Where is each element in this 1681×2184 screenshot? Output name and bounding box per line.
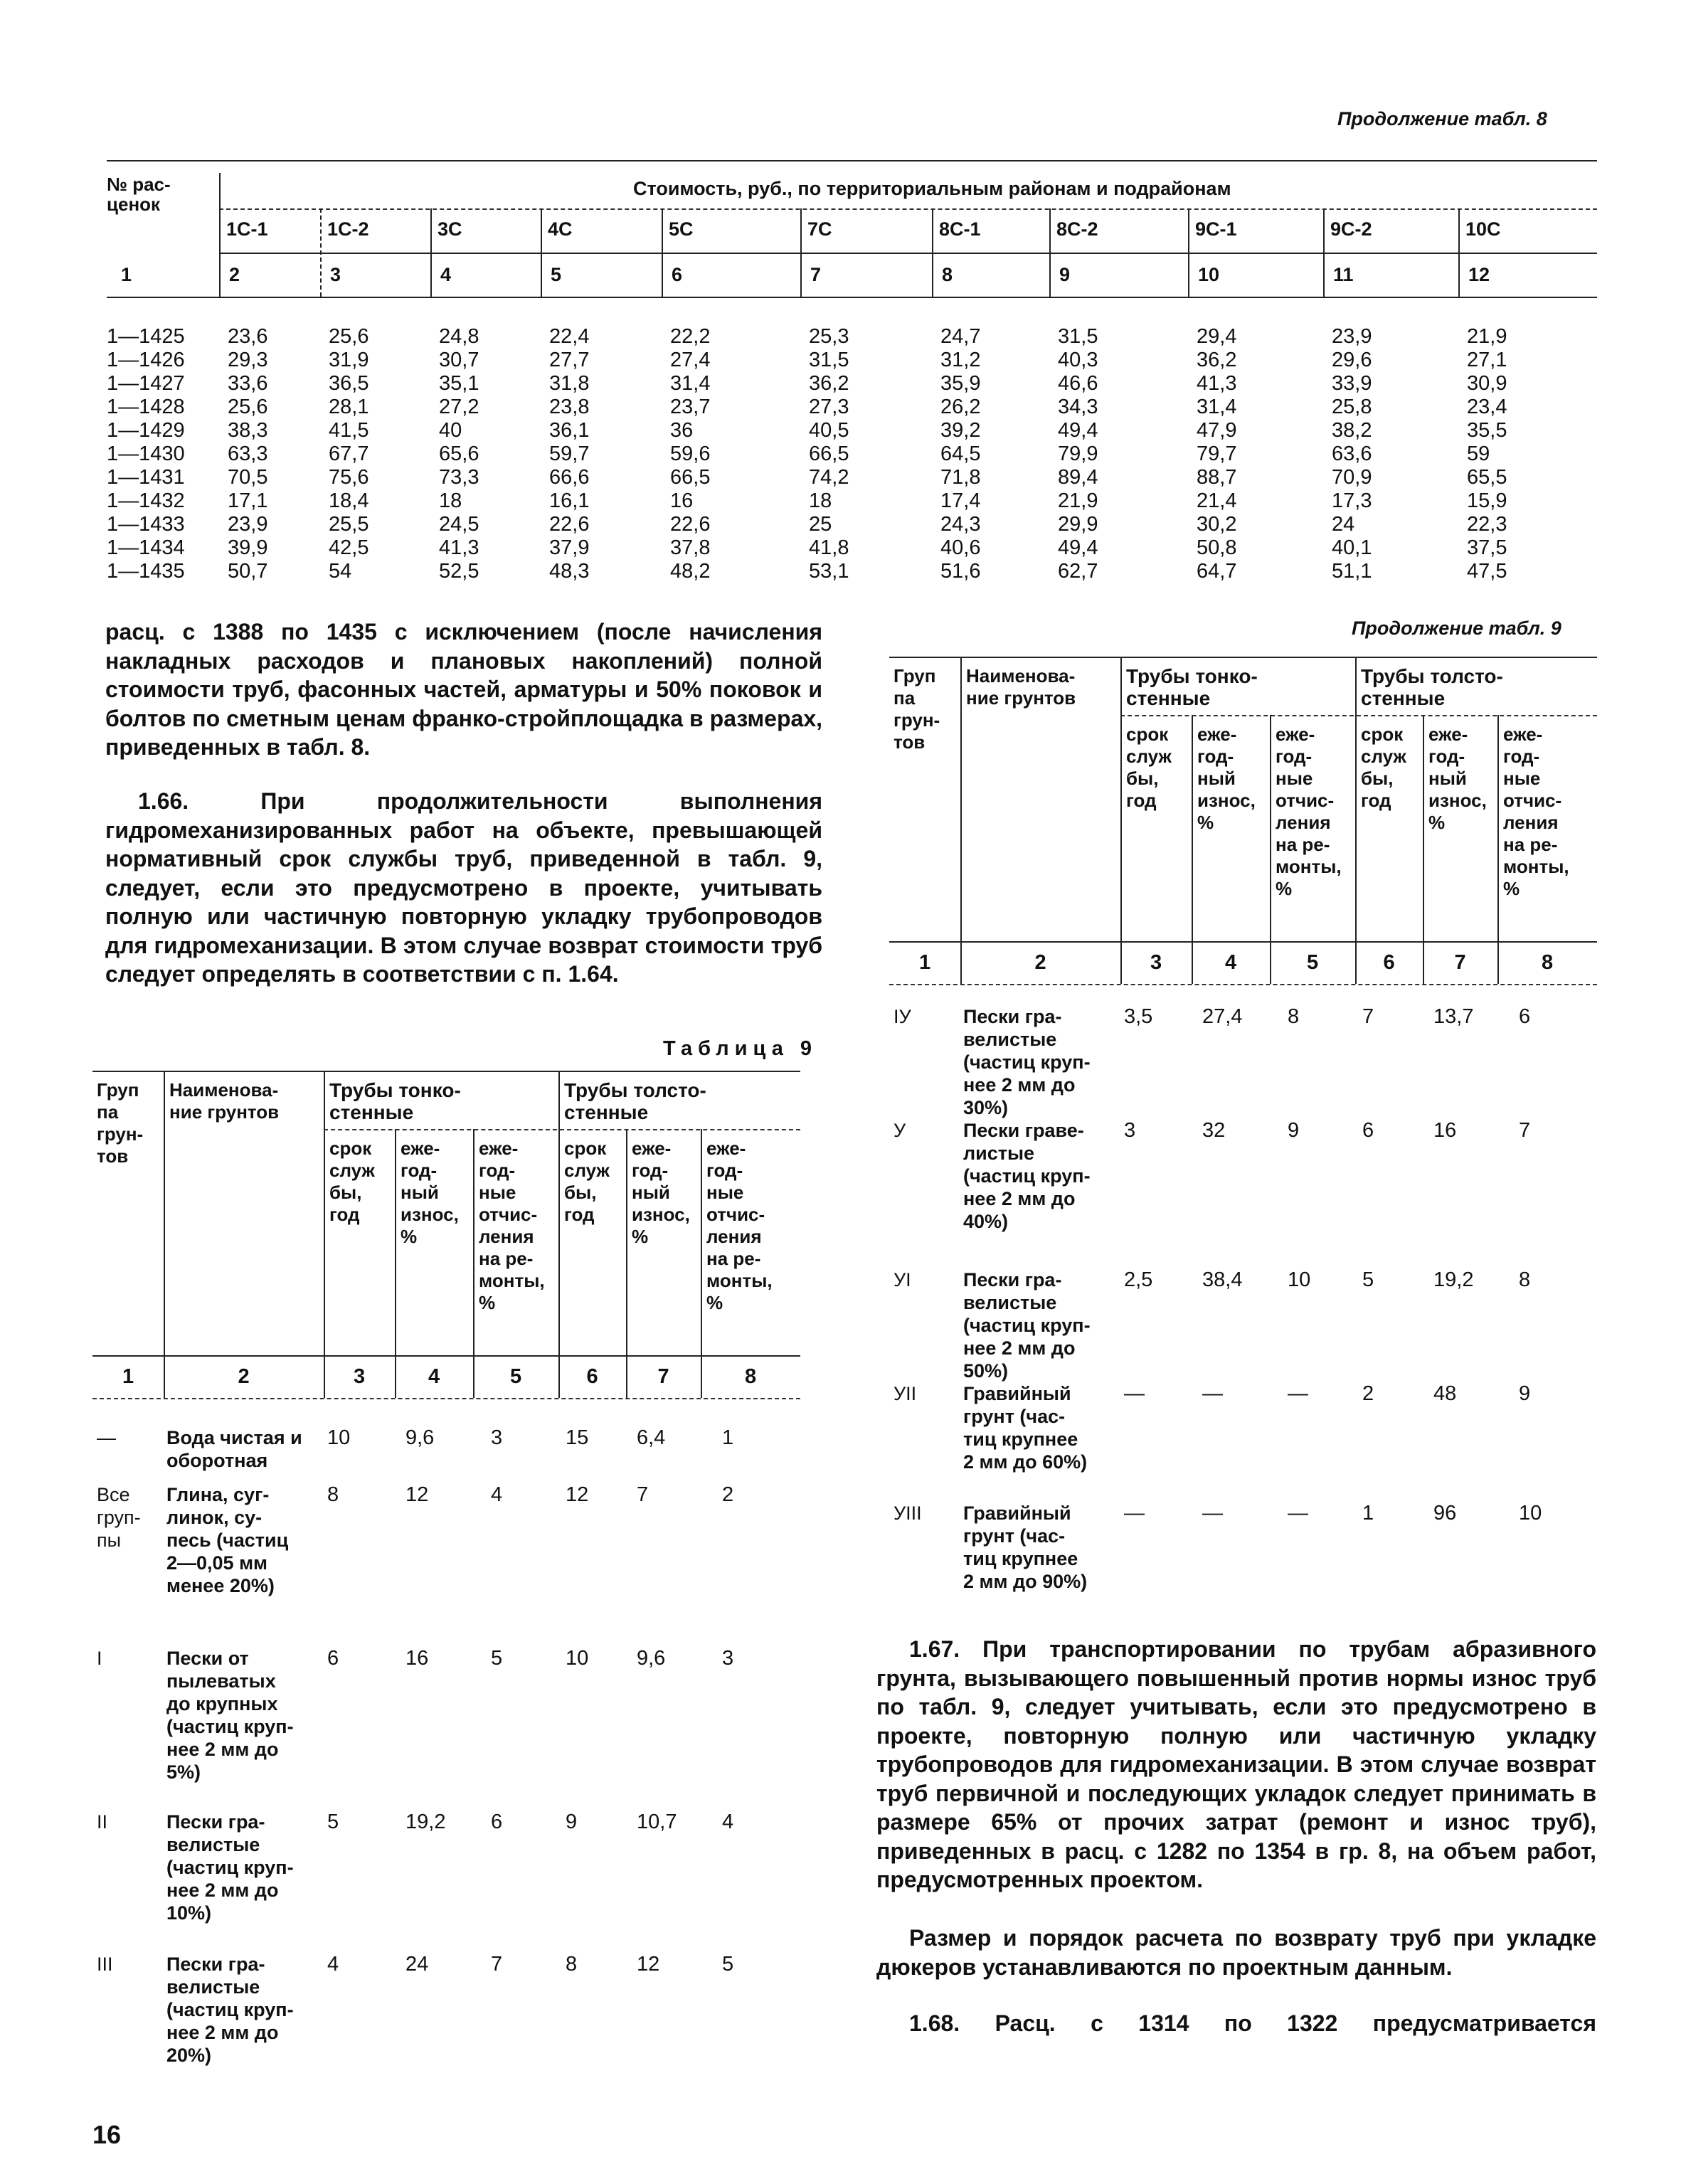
table9-header-group: Груп па грун- тов [893, 665, 940, 753]
table8-region-header: 8С-1 [939, 218, 981, 240]
table8-cell: 41,3 [439, 536, 479, 559]
table8-rate-code: 1—1428 [107, 396, 185, 418]
table8-rate-code: 1—1427 [107, 372, 185, 395]
table8-rate-code: 1—1426 [107, 349, 185, 371]
table9-header-group: Груп па грун- тов [97, 1079, 144, 1167]
table8-cell: 22,6 [670, 513, 711, 536]
table8-cell: 25,6 [329, 325, 369, 348]
table8-cell: 50,8 [1197, 536, 1237, 559]
table9-cell: 8 [1288, 1005, 1300, 1028]
table9-cell: 3 [1124, 1119, 1136, 1142]
table8-cell: 31,5 [809, 349, 849, 371]
table9-header-life: срок служ бы, год [329, 1138, 375, 1225]
paragraph-1-67-number: 1.67. [909, 1636, 960, 1662]
table8-column-number: 7 [810, 264, 822, 285]
table8-rate-code: 1—1434 [107, 536, 185, 559]
table8-cell: 36,1 [549, 419, 590, 442]
table8-continuation-label: Продолжение табл. 8 [1337, 108, 1547, 129]
table9-cell: 2 [1362, 1382, 1374, 1405]
table9-column-number: 7 [657, 1365, 669, 1388]
table8-region-header: 4С [548, 218, 573, 240]
table9-header-wear: еже- год- ный износ, % [1428, 723, 1487, 833]
table8-cell: 36,2 [809, 372, 849, 395]
table8-cell: 41,3 [1197, 372, 1237, 395]
table8-cell: 37,8 [670, 536, 711, 559]
table8-region-header: 3С [438, 218, 462, 240]
table9-column-number: 1 [122, 1365, 134, 1388]
table8-cell: 74,2 [809, 466, 849, 489]
table8-cell: 59,7 [549, 442, 590, 465]
table8-column-number: 3 [330, 264, 341, 285]
table8-column-number: 10 [1198, 264, 1220, 285]
page-number: 16 [92, 2120, 122, 2149]
table9-row-name: Гравийный грунт (час- тиц крупнее 2 мм до 60%) [963, 1383, 1088, 1473]
table8-region-header: 1С-1 [226, 218, 268, 240]
table9-cell: 13,7 [1433, 1005, 1474, 1028]
table8-cell: 52,5 [439, 560, 479, 583]
table-9-continuation [889, 657, 1601, 1624]
table9-cell: 5 [491, 1647, 503, 1670]
table8-cell: 54 [329, 560, 352, 583]
table8-cell: 28,1 [329, 396, 369, 418]
table8-cell: 53,1 [809, 560, 849, 583]
table8-cell: 49,4 [1058, 536, 1098, 559]
table9-header-wear: еже- год- ный износ, % [401, 1138, 459, 1247]
table8-cell: 15,9 [1467, 489, 1507, 512]
table9-cell: 8 [566, 1953, 578, 1976]
table8-column-number: 12 [1468, 264, 1490, 285]
table9-column-number: 3 [354, 1365, 366, 1388]
table9-cell: — [1202, 1382, 1223, 1405]
table8-header-cost: Стоимость, руб., по территориальным районам и подрайонам [633, 178, 1231, 199]
table8-region-header: 7С [807, 218, 832, 240]
table8-cell: 67,7 [329, 442, 369, 465]
table8-cell: 51,6 [940, 560, 981, 583]
table8-cell: 37,9 [549, 536, 590, 559]
table8-cell: 48,3 [549, 560, 590, 583]
table9-column-number: 6 [586, 1365, 598, 1388]
table8-cell: 51,1 [1332, 560, 1372, 583]
table9-cell: — [1202, 1502, 1223, 1525]
table8-cell: 64,5 [940, 442, 981, 465]
table9-cell: 9 [1288, 1119, 1300, 1142]
table8-cell: 30,7 [439, 349, 479, 371]
table9-cell: — [1288, 1382, 1308, 1405]
table9-cell: 5 [722, 1953, 734, 1976]
table8-cell: 70,5 [228, 466, 268, 489]
table8-cell: 22,6 [549, 513, 590, 536]
table9-cell: 6,4 [637, 1426, 666, 1449]
table9-cell: 7 [637, 1483, 649, 1506]
table9-column-number: 3 [1150, 951, 1162, 974]
table9-cell: — [1288, 1502, 1308, 1525]
table8-cell: 27,7 [549, 349, 590, 371]
table9-column-number: 4 [428, 1365, 440, 1388]
table8-cell: 24,7 [940, 325, 981, 348]
table9-cell: 12 [405, 1483, 429, 1506]
table8-cell: 18,4 [329, 489, 369, 512]
table8-cell: 27,3 [809, 396, 849, 418]
table9-cell: 2 [722, 1483, 734, 1506]
table8-column-number: 1 [121, 264, 132, 285]
table8-region-header: 1С-2 [327, 218, 369, 240]
table9-cell: 6 [491, 1811, 503, 1833]
table9-cell: 6 [327, 1647, 339, 1670]
table9-cell: 19,2 [1433, 1268, 1474, 1291]
table8-cell: 59 [1467, 442, 1490, 465]
table8-cell: 46,6 [1058, 372, 1098, 395]
table8-region-header: 10С [1465, 218, 1501, 240]
table8-cell: 31,9 [329, 349, 369, 371]
table8-cell: 35,1 [439, 372, 479, 395]
table9-header-thin: Трубы тонко- стенные [1126, 665, 1258, 709]
table9-cell: 5 [1362, 1268, 1374, 1291]
table8-cell: 73,3 [439, 466, 479, 489]
table8-cell: 38,3 [228, 419, 268, 442]
table8-rate-code: 1—1429 [107, 419, 185, 442]
table8-cell: 24,3 [940, 513, 981, 536]
table9-cell: 15 [566, 1426, 589, 1449]
table9-continuation-label: Продолжение табл. 9 [1352, 617, 1561, 639]
table8-cell: 22,4 [549, 325, 590, 348]
table9-row-name: Пески гра- велистые (частиц круп- нее 2 мм до 50%) [963, 1269, 1091, 1382]
table8-cell: 23,8 [549, 396, 590, 418]
table8-region-header: 8С-2 [1056, 218, 1098, 240]
table9-column-number: 2 [238, 1365, 250, 1388]
table9-cell: 16 [1433, 1119, 1457, 1142]
table9-cell: — [1124, 1382, 1145, 1405]
table8-column-number: 2 [229, 264, 240, 285]
table8-cell: 30,2 [1197, 513, 1237, 536]
table8-rate-code: 1—1433 [107, 513, 185, 536]
table9-column-number: 8 [745, 1365, 757, 1388]
table9-cell: 2,5 [1124, 1268, 1153, 1291]
table9-cell: 4 [491, 1483, 503, 1506]
table8-cell: 48,2 [670, 560, 711, 583]
table9-row-group: IУ [893, 1006, 911, 1027]
table8-cell: 39,2 [940, 419, 981, 442]
table9-row-name: Пески гра- велистые (частиц круп- нее 2 мм до 10%) [166, 1811, 294, 1924]
table8-cell: 30,9 [1467, 372, 1507, 395]
table8-rate-code: 1—1430 [107, 442, 185, 465]
table8-cell: 24,5 [439, 513, 479, 536]
table9-cell: 38,4 [1202, 1268, 1243, 1291]
table9-cell: 10 [1288, 1268, 1311, 1291]
table9-header-life: срок служ бы, год [1361, 723, 1406, 811]
table8-cell: 29,6 [1332, 349, 1372, 371]
table8-cell: 36,5 [329, 372, 369, 395]
table9-cell: 3 [491, 1426, 503, 1449]
table8-cell: 47,5 [1467, 560, 1507, 583]
table9-cell: 24 [405, 1953, 429, 1976]
table8-cell: 71,8 [940, 466, 981, 489]
table9-cell: 96 [1433, 1502, 1457, 1525]
table9-header-wear: еже- год- ный износ, % [1197, 723, 1256, 833]
table8-cell: 65,5 [1467, 466, 1507, 489]
table8-region-header: 5С [669, 218, 694, 240]
table9-column-number: 4 [1225, 951, 1237, 974]
table9-header-life: срок служ бы, год [564, 1138, 610, 1225]
table8-cell: 22,3 [1467, 513, 1507, 536]
table9-column-number: 2 [1034, 951, 1046, 974]
table9-column-number: 7 [1454, 951, 1466, 974]
table9-header-repair: еже- год- ные отчис- ления на ре- монты, % [1276, 723, 1342, 899]
paragraph-1-68-number: 1.68. [909, 2010, 960, 2036]
paragraph-1388-1435: расц. с 1388 по 1435 с исключением (после начисления накладных расходов и плановых накоплений) полной стоимости труб, фасонных частей, арматуры и 50% поковок и болтов по сметным ценам франко-стройплощадка в размерах, приведенных в табл. 8. [105, 619, 822, 760]
table8-cell: 16,1 [549, 489, 590, 512]
table8-cell: 70,9 [1332, 466, 1372, 489]
table9-row-name: Пески граве- листые (частиц круп- нее 2 мм до 40%) [963, 1120, 1091, 1232]
table8-cell: 25,6 [228, 396, 268, 418]
paragraph-1-66-number: 1.66. [138, 788, 189, 814]
table9-row-name: Вода чистая и оборотная [166, 1427, 302, 1471]
table9-header-name: Наименова- ние грунтов [966, 665, 1076, 709]
table8-cell: 25,5 [329, 513, 369, 536]
table8-cell: 21,4 [1197, 489, 1237, 512]
table8-region-header: 9С-2 [1330, 218, 1372, 240]
table9-cell: 6 [1362, 1119, 1374, 1142]
table9-cell: 10 [327, 1426, 351, 1449]
table8-column-number: 5 [551, 264, 562, 285]
table8-cell: 37,5 [1467, 536, 1507, 559]
paragraph-1-66 [105, 787, 822, 989]
table9-cell: 9 [1519, 1382, 1531, 1405]
table8-column-number: 6 [672, 264, 683, 285]
paragraph-1-68 [876, 2009, 1596, 2038]
paragraph-1-68-text: Расц. с 1314 по 1322 предусматривается [995, 2010, 1597, 2036]
table8-cell: 34,3 [1058, 396, 1098, 418]
table9-cell: — [1124, 1502, 1145, 1525]
table8-cell: 26,2 [940, 396, 981, 418]
table8-cell: 17,3 [1332, 489, 1372, 512]
table8-cell: 18 [809, 489, 832, 512]
table9-column-number: 1 [919, 951, 931, 974]
table8-cell: 24,8 [439, 325, 479, 348]
table8-cell: 23,7 [670, 396, 711, 418]
table9-title: Таблица 9 [663, 1037, 818, 1060]
table8-cell: 35,9 [940, 372, 981, 395]
table8-cell: 25 [809, 513, 832, 536]
table8-cell: 31,8 [549, 372, 590, 395]
table8-rate-code: 1—1431 [107, 466, 185, 489]
table9-row-name: Пески гра- велистые (частиц круп- нее 2 мм до 30%) [963, 1006, 1091, 1118]
table8-region-header: 9С-1 [1195, 218, 1237, 240]
table9-cell: 9 [566, 1811, 578, 1833]
table9-header-thick: Трубы толсто- стенные [1361, 665, 1503, 709]
table9-cell: 9,6 [405, 1426, 435, 1449]
table8-cell: 27,4 [670, 349, 711, 371]
table8-cell: 27,2 [439, 396, 479, 418]
table9-header-wear: еже- год- ный износ, % [632, 1138, 690, 1247]
paragraph-1-66-text: При продолжительности выполнения гидромеханизированных работ на объекте, превышающей нормативный срок службы труб, приведенной в табл. 9, следует, если это предусмотрено в проекте, учитывать полную или частичную повторную укладку трубопроводов для гидромеханизации. В этом случае возврат стоимости труб следует определять в соответствии с п. 1.64. [105, 788, 823, 987]
table8-cell: 79,7 [1197, 442, 1237, 465]
table8-cell: 36,2 [1197, 349, 1237, 371]
table9-cell: 27,4 [1202, 1005, 1243, 1028]
table8-cell: 31,2 [940, 349, 981, 371]
table8-cell: 65,6 [439, 442, 479, 465]
table9-cell: 7 [1519, 1119, 1531, 1142]
table9-column-number: 5 [1307, 951, 1319, 974]
table9-row-group: I [97, 1648, 102, 1669]
table9-header-repair: еже- год- ные отчис- ления на ре- монты, % [706, 1138, 773, 1313]
table8-cell: 40,3 [1058, 349, 1098, 371]
table8-cell: 47,9 [1197, 419, 1237, 442]
table8-cell: 21,9 [1467, 325, 1507, 348]
table8-cell: 25,8 [1332, 396, 1372, 418]
table9-cell: 5 [327, 1811, 339, 1833]
table8-cell: 16 [670, 489, 694, 512]
table8-cell: 49,4 [1058, 419, 1098, 442]
table8-cell: 17,4 [940, 489, 981, 512]
table9-header-name: Наименова- ние грунтов [169, 1079, 280, 1123]
table8-cell: 39,9 [228, 536, 268, 559]
table8-cell: 24 [1332, 513, 1355, 536]
table8-cell: 38,2 [1332, 419, 1372, 442]
table8-cell: 29,9 [1058, 513, 1098, 536]
table8-cell: 23,9 [1332, 325, 1372, 348]
table8-cell: 89,4 [1058, 466, 1098, 489]
table8-cell: 62,7 [1058, 560, 1098, 583]
table9-cell: 3,5 [1124, 1005, 1153, 1028]
table8-cell: 88,7 [1197, 466, 1237, 489]
table8-column-number: 8 [942, 264, 953, 285]
table8-cell: 25,3 [809, 325, 849, 348]
table9-header-thin: Трубы тонко- стенные [329, 1079, 461, 1123]
table9-row-group: II [97, 1811, 108, 1833]
table8-cell: 29,4 [1197, 325, 1237, 348]
table9-cell: 6 [1519, 1005, 1531, 1028]
table9-cell: 3 [722, 1647, 734, 1670]
table8-cell: 66,5 [670, 466, 711, 489]
table9-header-repair: еже- год- ные отчис- ления на ре- монты, % [479, 1138, 545, 1313]
table9-column-number: 6 [1383, 951, 1395, 974]
table9-cell: 4 [722, 1811, 734, 1833]
table9-cell: 1 [722, 1426, 734, 1449]
table8-cell: 63,3 [228, 442, 268, 465]
table9-cell: 12 [566, 1483, 589, 1506]
table9-row-name: Глина, суг- линок, су- песь (частиц 2—0,05 мм менее 20%) [166, 1484, 289, 1596]
table8-cell: 64,7 [1197, 560, 1237, 583]
table8-cell: 31,4 [670, 372, 711, 395]
table9-row-name: Пески от пылеватых до крупных (частиц круп- нее 2 мм до 5%) [166, 1648, 294, 1783]
table9-row-group: — [97, 1427, 116, 1448]
table9-cell: 9,6 [637, 1647, 666, 1670]
table9-row-group: Все груп- пы [97, 1484, 141, 1551]
table8-cell: 59,6 [670, 442, 711, 465]
table8-cell: 66,5 [809, 442, 849, 465]
table8-cell: 29,3 [228, 349, 268, 371]
table9-cell: 10 [566, 1647, 589, 1670]
table9-column-number: 5 [510, 1365, 522, 1388]
table8-cell: 33,6 [228, 372, 268, 395]
paragraph-dukers: Размер и порядок расчета по возврату труб при укладке дюкеров устанавливаются по проектным данным. [876, 1925, 1596, 1980]
table9-cell: 7 [1362, 1005, 1374, 1028]
table8-cell: 66,6 [549, 466, 590, 489]
table9-cell: 19,2 [405, 1811, 446, 1833]
table9-row-group: III [97, 1954, 113, 1975]
table9-row-name: Пески гра- велистые (частиц круп- нее 2 мм до 20%) [166, 1954, 294, 2066]
table-8 [107, 160, 1597, 587]
table8-cell: 50,7 [228, 560, 268, 583]
table8-cell: 22,2 [670, 325, 711, 348]
table8-cell: 40,5 [809, 419, 849, 442]
table9-column-number: 8 [1542, 951, 1554, 974]
table8-column-number: 9 [1059, 264, 1071, 285]
table9-cell: 10,7 [637, 1811, 677, 1833]
table8-cell: 42,5 [329, 536, 369, 559]
table9-cell: 8 [1519, 1268, 1531, 1291]
paragraph-1-67-text: При транспортировании по трубам абразивного грунта, вызывающего повышенный против нормы износ труб по табл. 9, следует учитывать, если это предусмотрено в проекте, повторную полную или частичную укладку трубопроводов для гидромеханизации. В этом случае возврат труб первичной и последующих укладок следует принимать в размере 65% от прочих затрат (ремонт и износ труб), приведенных в расц. с 1282 по 1354 в гр. 8, на объем работ, предусмотренных проектом. [876, 1636, 1597, 1892]
table8-cell: 27,1 [1467, 349, 1507, 371]
table8-column-number: 11 [1333, 264, 1354, 285]
table9-cell: 32 [1202, 1119, 1226, 1142]
table9-cell: 8 [327, 1483, 339, 1506]
table8-cell: 79,9 [1058, 442, 1098, 465]
table8-cell: 75,6 [329, 466, 369, 489]
table8-rate-code: 1—1432 [107, 489, 185, 512]
table9-cell: 16 [405, 1647, 429, 1670]
table9-cell: 1 [1362, 1502, 1374, 1525]
table8-cell: 31,4 [1197, 396, 1237, 418]
table9-row-group: УIII [893, 1502, 922, 1524]
table8-cell: 40,6 [940, 536, 981, 559]
table9-cell: 10 [1519, 1502, 1542, 1525]
table9-header-repair: еже- год- ные отчис- ления на ре- монты, % [1503, 723, 1569, 899]
table9-cell: 4 [327, 1953, 339, 1976]
table8-column-number: 4 [440, 264, 452, 285]
table8-cell: 33,9 [1332, 372, 1372, 395]
table8-header-no: № рас- ценок [107, 174, 171, 215]
table8-cell: 40 [439, 419, 462, 442]
paragraph-1-67 [876, 1635, 1596, 1894]
table8-cell: 40,1 [1332, 536, 1372, 559]
table8-cell: 31,5 [1058, 325, 1098, 348]
table9-cell: 7 [491, 1953, 503, 1976]
table8-cell: 18 [439, 489, 462, 512]
table8-cell: 23,6 [228, 325, 268, 348]
table9-header-life: срок служ бы, год [1126, 723, 1172, 811]
table9-row-group: УII [893, 1383, 917, 1404]
table8-cell: 36 [670, 419, 694, 442]
table9-cell: 48 [1433, 1382, 1457, 1405]
table8-rate-code: 1—1425 [107, 325, 185, 348]
table8-cell: 21,9 [1058, 489, 1098, 512]
table9-row-group: У [893, 1120, 906, 1141]
table8-rate-code: 1—1435 [107, 560, 185, 583]
table8-cell: 23,9 [228, 513, 268, 536]
table8-cell: 23,4 [1467, 396, 1507, 418]
table9-header-thick: Трубы толсто- стенные [564, 1079, 706, 1123]
table8-cell: 41,8 [809, 536, 849, 559]
table8-cell: 41,5 [329, 419, 369, 442]
table9-row-group: УI [893, 1269, 911, 1290]
table8-cell: 17,1 [228, 489, 268, 512]
table8-cell: 35,5 [1467, 419, 1507, 442]
table9-row-name: Гравийный грунт (час- тиц крупнее 2 мм до 90%) [963, 1502, 1088, 1592]
table8-cell: 63,6 [1332, 442, 1372, 465]
table-9 [92, 1071, 804, 2081]
table9-cell: 12 [637, 1953, 660, 1976]
